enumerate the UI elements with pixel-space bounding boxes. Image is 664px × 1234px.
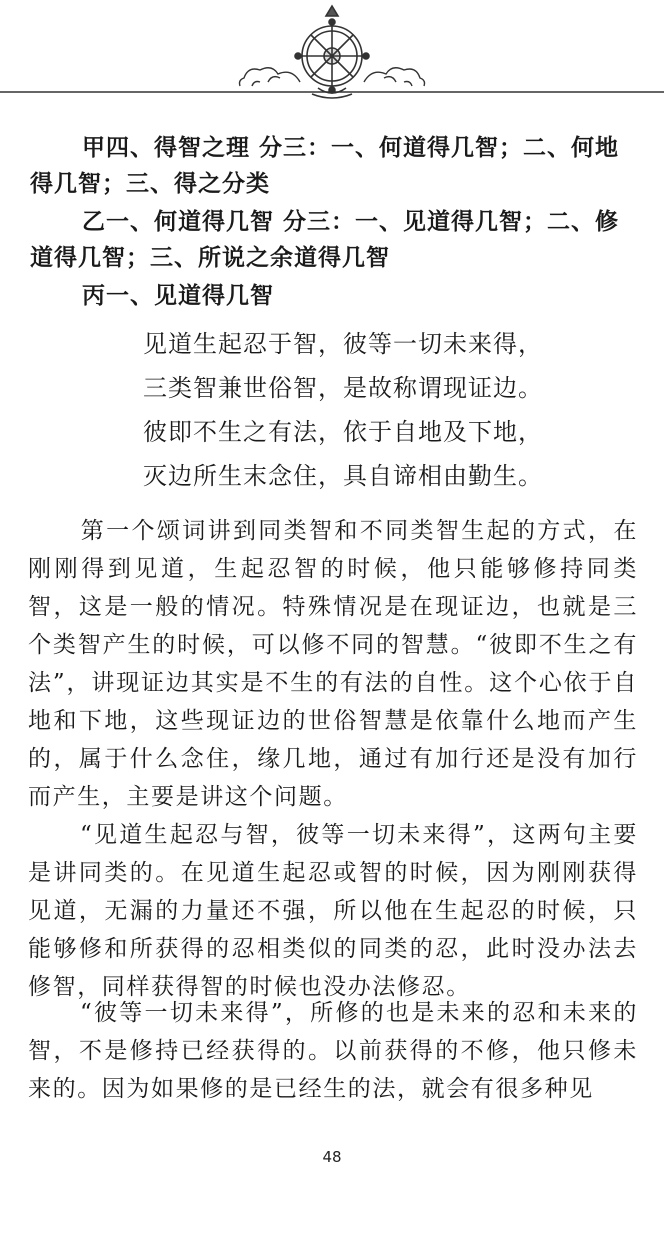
section-heading-yi1: 乙一、何道得几智 分三：一、见道得几智；二、修道得几智；三、所说之余道得几智 xyxy=(30,209,620,271)
section-heading-bing1: 丙一、见道得几智 xyxy=(82,283,274,309)
verse-line-4: 灭边所生末念住，具自谛相由勤生。 xyxy=(143,462,543,490)
commentary-paragraph-1: 第一个颂词讲到同类智和不同类智生起的方式，在刚刚得到见道，生起忍智的时候，他只能够修持同类智，这是一般的情况。特殊情况是在现证边，也就是三个类智产生的时候，可以修不同的智慧。“彼即不生之有法”，讲现证边其实是不生的有法的自性。这个心依于自地和下地，这些现证边的世俗智慧是依靠什么地而产生的，属于什么念住，缘几地，通过有加行还是没有加行而产生，主要是讲这个问题。 xyxy=(28,518,638,810)
commentary-paragraph-3: “彼等一切未来得”，所修的也是未来的忍和未来的智，不是修持已经获得的。以前获得的不修，他只修未来的。因为如果修的是已经生的法，就会有很多种见 xyxy=(28,1000,638,1102)
commentary-paragraph-2: “见道生起忍与智，彼等一切未来得”，这两句主要是讲同类的。在见道生起忍或智的时候，因为刚刚获得见道，无漏的力量还不强，所以他在生起忍的时候，只能够修和所获得的忍相类似的同类的忍，此时没办法去修智，同样获得智的时候也没办法修忍。 xyxy=(28,822,638,1000)
section-heading-jia4: 甲四、得智之理 分三：一、何道得几智；二、何地得几智；三、得之分类 xyxy=(30,135,620,197)
cloud-scroll-left-icon xyxy=(240,68,301,86)
dharma-wheel-icon xyxy=(295,6,369,98)
verse-line-1: 见道生起忍于智，彼等一切未来得， xyxy=(143,330,543,358)
page-number: 48 xyxy=(322,1148,342,1166)
verse-line-3: 彼即不生之有法，依于自地及下地， xyxy=(143,418,543,446)
header-ornament xyxy=(0,0,664,110)
verse-line-2: 三类智兼世俗智，是故称谓现证边。 xyxy=(143,374,543,402)
cloud-scroll-right-icon xyxy=(364,68,425,86)
